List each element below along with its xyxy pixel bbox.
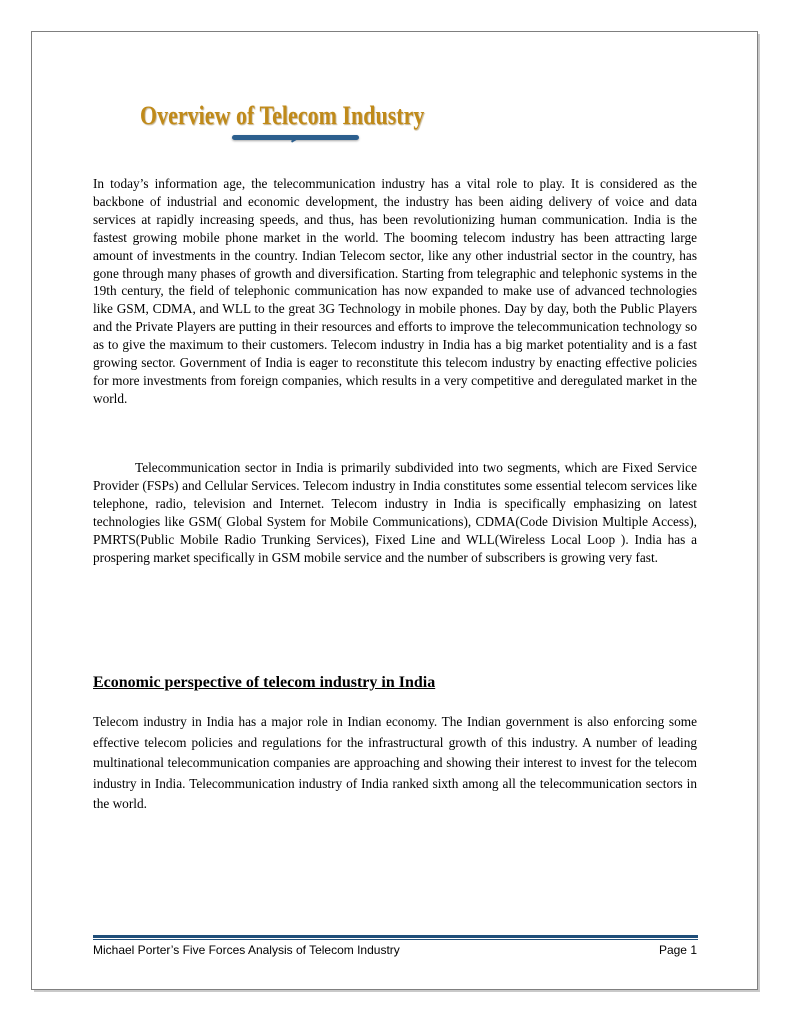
footer-page-number: Page 1 [658, 943, 697, 957]
footer-rule-thick [93, 935, 698, 938]
title-block [140, 101, 440, 149]
section-heading: Economic perspective of telecom industry in India [93, 674, 436, 691]
segments-paragraph: Telecommunication sector in India is primarily subdivided into two segments, which are Fixed Service Provider (FSPs) and Cellular Services. Telecom industry in India constitutes some essential telecom services like telephone, radio, television and Internet. Telecom industry in India is specifically emphasizing on latest technologies like GSM( Global System for Mobile Communications), CDMA(Code Division Multiple Access), PMRTS(Public Mobile Radio Trunking Services), Fixed Line and WLL(Wireless Local Loop ). India has a prospering market specifically in GSM mobile service and the number of subscribers is growing very fast. [93, 460, 697, 565]
page-shadow-bottom [34, 990, 760, 992]
footer-document-title: Michael Porter’s Five Forces Analysis of Telecom Industry [93, 943, 400, 957]
economic-paragraph: Telecom industry in India has a major role in Indian economy. The Indian government is also enforcing some effective telecom policies and regulations for the infrastructural growth of this industry. A number of leading multinational telecommunication companies are approaching and showing their interest to invest for the telecom industry in India. Telecommunication industry of India ranked sixth among all the telecommunication sectors in the world. [93, 714, 697, 812]
footer-rule-thin [93, 939, 698, 940]
page-title: Overview of Telecom Industry [140, 101, 425, 130]
page-shadow-right [758, 34, 760, 992]
intro-paragraph: In today’s information age, the telecommunication industry has a vital role to play. It is considered as the backbone of industrial and economic development, the industry has been aiding delivery of voice and data services at rapidly increasing speeds, and thus, has been revolutionizing human communication. India is the fastest growing mobile phone market in the world. The booming telecom industry has been attracting large amount of investments in the country. Indian Telecom sector, like any other industrial sector in the country, has gone through many phases of growth and diversification. Starting from telegraphic and telephonic systems in the 19th century, the field of telephonic communication has now expanded to make use of advanced technologies like GSM, CDMA, and WLL to the great 3G Technology in mobile phones. Day by day, both the Public Players and the Private Players are putting in their resources and efforts to improve the telecommunication technology so as to give the maximum to their customers. Telecom industry in India has a big market potentiality and is a fast growing sector. Government of India is eager to reconstitute this telecom industry by enacting effective policies for more investments from foreign companies, which results in a very competitive and deregulated market in the world. [93, 176, 697, 406]
